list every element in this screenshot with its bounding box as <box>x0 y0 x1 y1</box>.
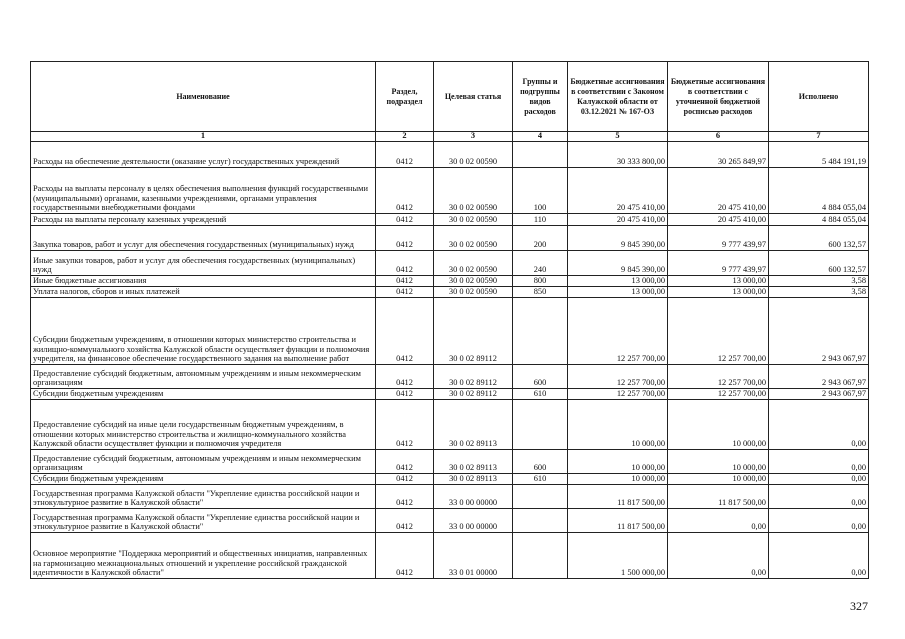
row-group: 100 <box>513 168 568 214</box>
row-executed: 0,00 <box>769 474 869 485</box>
row-executed: 0,00 <box>769 400 869 450</box>
row-law: 9 845 390,00 <box>568 251 668 276</box>
row-section: 0412 <box>376 142 434 168</box>
row-refined: 20 475 410,00 <box>668 168 769 214</box>
row-target: 30 0 02 89113 <box>434 450 513 474</box>
row-target: 30 0 02 89113 <box>434 400 513 450</box>
row-section: 0412 <box>376 533 434 579</box>
row-target: 30 0 02 00590 <box>434 287 513 298</box>
table-row <box>31 287 869 298</box>
row-refined: 0,00 <box>668 533 769 579</box>
row-executed: 2 943 067,97 <box>769 389 869 400</box>
row-group <box>513 533 568 579</box>
row-law: 1 500 000,00 <box>568 533 668 579</box>
row-executed: 2 943 067,97 <box>769 365 869 389</box>
row-name: Расходы на выплаты персоналу в целях обеспечения выполнения функций государственными (муниципальными) органами, казенными учреждениями, органами управления государственными внебюджетными фондами <box>31 168 376 214</box>
row-law: 10 000,00 <box>568 400 668 450</box>
row-group: 610 <box>513 474 568 485</box>
row-refined: 12 257 700,00 <box>668 298 769 365</box>
row-name: Предоставление субсидий бюджетным, автономным учреждениям и иным некоммерческим организациям <box>31 365 376 389</box>
row-section: 0412 <box>376 400 434 450</box>
row-target: 30 0 02 89112 <box>434 365 513 389</box>
column-number: 1 <box>31 132 376 142</box>
header-law-allocations: Бюджетные ассигнования в соответствии с Законом Калужской области от 03.12.2021 № 167-ОЗ <box>568 62 668 132</box>
row-section: 0412 <box>376 276 434 287</box>
row-target: 30 0 02 00590 <box>434 276 513 287</box>
row-law: 20 475 410,00 <box>568 214 668 226</box>
row-refined: 10 000,00 <box>668 400 769 450</box>
column-number: 4 <box>513 132 568 142</box>
row-executed: 3,58 <box>769 276 869 287</box>
row-name: Субсидии бюджетным учреждениям <box>31 474 376 485</box>
row-refined: 9 777 439,97 <box>668 226 769 251</box>
table-row <box>31 168 869 214</box>
row-group <box>513 400 568 450</box>
row-law: 12 257 700,00 <box>568 365 668 389</box>
row-target: 30 0 02 89113 <box>434 474 513 485</box>
row-refined: 11 817 500,00 <box>668 485 769 509</box>
table-row <box>31 509 869 533</box>
row-group <box>513 485 568 509</box>
row-law: 30 333 800,00 <box>568 142 668 168</box>
row-executed: 0,00 <box>769 533 869 579</box>
column-number: 6 <box>668 132 769 142</box>
row-target: 30 0 02 00590 <box>434 142 513 168</box>
row-name: Расходы на обеспечение деятельности (оказание услуг) государственных учреждений <box>31 142 376 168</box>
row-executed: 4 884 055,04 <box>769 168 869 214</box>
row-law: 12 257 700,00 <box>568 298 668 365</box>
row-refined: 0,00 <box>668 509 769 533</box>
row-refined: 20 475 410,00 <box>668 214 769 226</box>
row-target: 33 0 00 00000 <box>434 509 513 533</box>
header-name: Наименование <box>31 62 376 132</box>
row-target: 33 0 01 00000 <box>434 533 513 579</box>
row-group: 850 <box>513 287 568 298</box>
row-name: Иные закупки товаров, работ и услуг для обеспечения государственных (муниципальных) нужд <box>31 251 376 276</box>
column-number: 7 <box>769 132 869 142</box>
row-group: 800 <box>513 276 568 287</box>
row-section: 0412 <box>376 287 434 298</box>
row-group: 610 <box>513 389 568 400</box>
row-law: 11 817 500,00 <box>568 509 668 533</box>
row-group <box>513 298 568 365</box>
budget-table <box>30 61 869 579</box>
row-refined: 12 257 700,00 <box>668 365 769 389</box>
row-section: 0412 <box>376 509 434 533</box>
row-name: Основное мероприятие "Поддержка мероприятий и общественных инициатив, направленных на гармонизацию межнациональных отношений и укрепление российской гражданской идентичности в Калужской области" <box>31 533 376 579</box>
row-name: Государственная программа Калужской области "Укрепление единства российской нации и этнокультурное развитие в Калужской области" <box>31 485 376 509</box>
column-number-row <box>31 132 869 142</box>
row-group <box>513 509 568 533</box>
row-refined: 12 257 700,00 <box>668 389 769 400</box>
row-executed: 3,58 <box>769 287 869 298</box>
header-row <box>31 62 869 132</box>
column-number: 3 <box>434 132 513 142</box>
table-row <box>31 251 869 276</box>
row-name: Расходы на выплаты персоналу казенных учреждений <box>31 214 376 226</box>
table-row <box>31 450 869 474</box>
row-executed: 600 132,57 <box>769 251 869 276</box>
row-law: 9 845 390,00 <box>568 226 668 251</box>
row-law: 13 000,00 <box>568 287 668 298</box>
page-number: 327 <box>850 599 868 613</box>
row-section: 0412 <box>376 298 434 365</box>
row-section: 0412 <box>376 450 434 474</box>
row-refined: 10 000,00 <box>668 450 769 474</box>
column-number: 2 <box>376 132 434 142</box>
table-row <box>31 389 869 400</box>
row-refined: 9 777 439,97 <box>668 251 769 276</box>
row-executed: 0,00 <box>769 485 869 509</box>
row-refined: 30 265 849,97 <box>668 142 769 168</box>
row-refined: 13 000,00 <box>668 287 769 298</box>
table-row <box>31 533 869 579</box>
row-section: 0412 <box>376 474 434 485</box>
row-law: 20 475 410,00 <box>568 168 668 214</box>
row-target: 30 0 02 00590 <box>434 251 513 276</box>
header-refined-allocations: Бюджетные ассигнования в соответствии с уточненной бюджетной росписью расходов <box>668 62 769 132</box>
column-number: 5 <box>568 132 668 142</box>
row-target: 30 0 02 00590 <box>434 168 513 214</box>
row-refined: 10 000,00 <box>668 474 769 485</box>
row-name: Предоставление субсидий бюджетным, автономным учреждениям и иным некоммерческим организациям <box>31 450 376 474</box>
table-row <box>31 400 869 450</box>
row-target: 30 0 02 89112 <box>434 389 513 400</box>
row-group: 600 <box>513 450 568 474</box>
table-row <box>31 214 869 226</box>
row-name: Предоставление субсидий на иные цели государственным бюджетным учреждениям, в отношении которых министерство строительства и жилищно-коммунального хозяйства Калужской области осуществляет функции и полномочия учредителя <box>31 400 376 450</box>
row-group: 600 <box>513 365 568 389</box>
table-row <box>31 365 869 389</box>
row-section: 0412 <box>376 485 434 509</box>
row-section: 0412 <box>376 226 434 251</box>
row-executed: 4 884 055,04 <box>769 214 869 226</box>
row-name: Уплата налогов, сборов и иных платежей <box>31 287 376 298</box>
row-target: 30 0 02 00590 <box>434 226 513 251</box>
row-group <box>513 142 568 168</box>
row-refined: 13 000,00 <box>668 276 769 287</box>
row-group: 110 <box>513 214 568 226</box>
row-name: Государственная программа Калужской области "Укрепление единства российской нации и этнокультурное развитие в Калужской области" <box>31 509 376 533</box>
row-name: Закупка товаров, работ и услуг для обеспечения государственных (муниципальных) нужд <box>31 226 376 251</box>
row-target: 30 0 02 00590 <box>434 214 513 226</box>
row-section: 0412 <box>376 365 434 389</box>
table-row <box>31 276 869 287</box>
row-executed: 0,00 <box>769 450 869 474</box>
row-target: 33 0 00 00000 <box>434 485 513 509</box>
header-expense-group: Группы и подгруппы видов расходов <box>513 62 568 132</box>
row-executed: 5 484 191,19 <box>769 142 869 168</box>
row-law: 10 000,00 <box>568 474 668 485</box>
row-executed: 2 943 067,97 <box>769 298 869 365</box>
row-law: 13 000,00 <box>568 276 668 287</box>
row-section: 0412 <box>376 389 434 400</box>
row-law: 10 000,00 <box>568 450 668 474</box>
row-name: Субсидии бюджетным учреждениям <box>31 389 376 400</box>
row-name: Иные бюджетные ассигнования <box>31 276 376 287</box>
row-target: 30 0 02 89112 <box>434 298 513 365</box>
row-name: Субсидии бюджетным учреждениям, в отношении которых министерство строительства и жилищно-коммунального хозяйства Калужской области осуществляет функции и полномочия учредителя, на финансовое обеспечение государственного задания на выполнение работ <box>31 298 376 365</box>
header-executed: Исполнено <box>769 62 869 132</box>
header-section: Раздел, подраздел <box>376 62 434 132</box>
table-row <box>31 485 869 509</box>
row-section: 0412 <box>376 168 434 214</box>
row-group: 200 <box>513 226 568 251</box>
table-row <box>31 474 869 485</box>
row-law: 12 257 700,00 <box>568 389 668 400</box>
table-row <box>31 298 869 365</box>
row-section: 0412 <box>376 214 434 226</box>
row-law: 11 817 500,00 <box>568 485 668 509</box>
row-executed: 600 132,57 <box>769 226 869 251</box>
row-group: 240 <box>513 251 568 276</box>
row-section: 0412 <box>376 251 434 276</box>
header-target-article: Целевая статья <box>434 62 513 132</box>
row-executed: 0,00 <box>769 509 869 533</box>
table-row <box>31 142 869 168</box>
table-row <box>31 226 869 251</box>
